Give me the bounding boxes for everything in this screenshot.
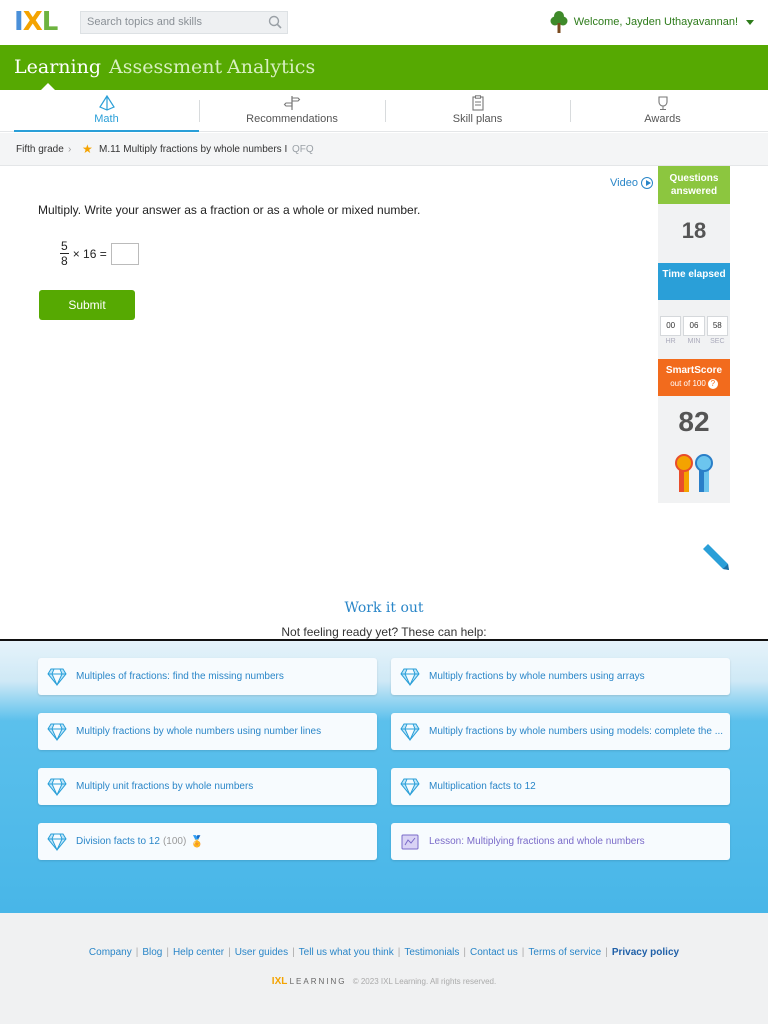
diamond-icon	[400, 668, 420, 686]
submit-button[interactable]: Submit	[39, 290, 135, 320]
help-icon[interactable]: ?	[708, 379, 718, 389]
tree-avatar-icon	[550, 10, 568, 34]
user-menu[interactable]	[550, 10, 754, 34]
footer-link-help-center[interactable]: Help center	[172, 947, 225, 958]
pencil-icon[interactable]	[702, 540, 732, 572]
footer	[0, 913, 768, 1024]
footer-link-terms[interactable]: Terms of service	[528, 947, 602, 958]
breadcrumb	[0, 133, 768, 166]
diamond-icon	[47, 723, 67, 741]
timer-hours	[660, 316, 681, 345]
link-separator: |	[292, 947, 295, 958]
answer-input[interactable]	[111, 243, 139, 265]
active-tab-indicator	[41, 83, 55, 90]
help-card[interactable]	[391, 713, 730, 750]
help-card-label: Multiply fractions by whole numbers using number lines	[76, 726, 322, 737]
search-placeholder: Search topics and skills	[87, 16, 202, 28]
link-separator: |	[135, 947, 139, 958]
help-card-label: Multiply unit fractions by whole numbers	[76, 781, 254, 792]
work-it-out-subtitle: Not feeling ready yet? These can help:	[281, 625, 487, 639]
copyright-text: © 2023 IXL Learning. All rights reserved.	[352, 977, 497, 986]
video-label: Video	[610, 177, 638, 189]
clipboard-icon	[469, 95, 487, 111]
help-card[interactable]	[391, 768, 730, 805]
chevron-right-icon: ›	[68, 144, 72, 155]
question-prompt: Multiply. Write your answer as a fraction or as a whole or mixed number.	[38, 203, 421, 217]
medal-icon: 🏅	[190, 836, 204, 848]
questions-answered-value: 18	[681, 218, 707, 243]
diamond-icon	[400, 778, 420, 796]
logo-letter-x: X	[22, 7, 42, 37]
fraction-denominator: 8	[61, 254, 68, 268]
logo-letter-l: L	[41, 7, 58, 37]
fraction	[60, 239, 69, 268]
subject-recommendations-label: Recommendations	[246, 113, 338, 125]
welcome-text: Welcome, Jayden Uthayavannan!	[573, 16, 738, 28]
logo-letter-i: I	[14, 7, 23, 37]
help-card[interactable]	[38, 658, 377, 695]
subject-skill-plans-label: Skill plans	[452, 113, 503, 125]
subject-awards[interactable]	[570, 90, 755, 132]
timer-seconds-value: 58	[707, 316, 728, 336]
timer-seconds	[707, 316, 728, 345]
timer-minutes-value: 06	[683, 316, 704, 336]
diamond-icon	[400, 723, 420, 741]
timer-hours-value: 00	[660, 316, 681, 336]
pyramid-icon	[98, 95, 116, 111]
top-bar	[0, 0, 768, 45]
diamond-icon	[47, 833, 67, 851]
footer-link-user-guides[interactable]: User guides	[234, 947, 289, 958]
diamond-icon	[47, 778, 67, 796]
smartscore-header	[658, 359, 730, 396]
help-card[interactable]	[391, 658, 730, 695]
footer-links	[0, 947, 768, 958]
smartscore-value: 82	[678, 406, 710, 437]
timer	[660, 316, 728, 345]
lesson-icon	[400, 833, 420, 851]
signpost-icon	[283, 95, 301, 111]
smartscore-label: SmartScore	[665, 365, 723, 376]
footer-link-testimonials[interactable]: Testimonials	[404, 947, 460, 958]
timer-minutes	[683, 316, 704, 345]
trophy-icon	[654, 95, 672, 111]
footer-logo: IXL	[271, 976, 288, 987]
timer-seconds-label: SEC	[710, 338, 725, 345]
search-input[interactable]	[80, 11, 288, 34]
video-link[interactable]	[610, 177, 653, 189]
chevron-down-icon[interactable]	[746, 20, 754, 25]
subject-skill-plans[interactable]	[385, 90, 570, 132]
copyright	[0, 976, 768, 987]
breadcrumb-skill: M.11 Multiply fractions by whole numbers I	[99, 144, 288, 155]
footer-link-contact[interactable]: Contact us	[469, 947, 518, 958]
smartscore-sub-text: out of 100	[670, 379, 706, 388]
help-card[interactable]	[38, 823, 377, 860]
time-elapsed-header: Time elapsed	[658, 263, 730, 300]
problem-expression: × 16 =	[72, 246, 107, 261]
link-separator: |	[228, 947, 231, 958]
help-card[interactable]	[38, 768, 377, 805]
tab-assessment[interactable]: Assessment	[109, 56, 223, 78]
stats-sidebar	[658, 166, 730, 503]
search-icon[interactable]	[267, 14, 283, 30]
help-resources	[0, 641, 768, 913]
subject-nav	[0, 90, 768, 132]
subject-recommendations[interactable]	[199, 90, 385, 132]
footer-link-blog[interactable]: Blog	[142, 947, 163, 958]
timer-minutes-label: MIN	[687, 338, 701, 345]
award-ribbons-icon	[675, 452, 715, 494]
link-separator: |	[166, 947, 169, 958]
subject-math-label: Math	[94, 113, 119, 125]
help-card-label: Multiply fractions by whole numbers using arrays	[429, 671, 645, 682]
help-card-count: (100)	[162, 836, 187, 847]
work-it-out-title: Work it out	[344, 600, 424, 616]
tab-analytics[interactable]: Analytics	[227, 56, 316, 78]
footer-link-feedback[interactable]: Tell us what you think	[298, 947, 394, 958]
diamond-icon	[47, 668, 67, 686]
math-problem	[60, 239, 139, 268]
subject-awards-label: Awards	[644, 113, 681, 125]
help-card-label: Lesson: Multiplying fractions and whole numbers	[429, 836, 645, 847]
link-separator: |	[397, 947, 401, 958]
lesson-card[interactable]	[391, 823, 730, 860]
play-icon	[641, 177, 653, 189]
footer-link-privacy[interactable]: Privacy policy	[611, 947, 680, 958]
help-card-label: Multiplication facts to 12	[429, 781, 536, 792]
breadcrumb-grade[interactable]: Fifth grade	[16, 144, 64, 155]
subject-math[interactable]	[14, 90, 199, 132]
help-card[interactable]	[38, 713, 377, 750]
timer-hours-label: HR	[665, 338, 676, 345]
footer-link-company[interactable]: Company	[88, 947, 132, 958]
link-separator: |	[521, 947, 525, 958]
footer-brand-learning: LEARNING	[289, 977, 347, 986]
help-card-label: Multiply fractions by whole numbers using models: complete the ...	[429, 726, 724, 737]
help-card-label: Division facts to 12	[76, 836, 160, 847]
main-nav	[0, 45, 768, 90]
star-icon: ★	[82, 142, 93, 156]
questions-answered-header: Questions answered	[658, 166, 730, 204]
help-card-label: Multiples of fractions: find the missing numbers	[76, 671, 284, 682]
skill-code: QFQ	[292, 144, 314, 155]
link-separator: |	[463, 947, 466, 958]
tab-learning[interactable]: Learning	[14, 56, 101, 78]
link-separator: |	[605, 947, 608, 958]
smartscore-subtitle	[658, 377, 730, 390]
ixl-logo[interactable]	[14, 9, 57, 35]
fraction-numerator: 5	[61, 239, 68, 253]
